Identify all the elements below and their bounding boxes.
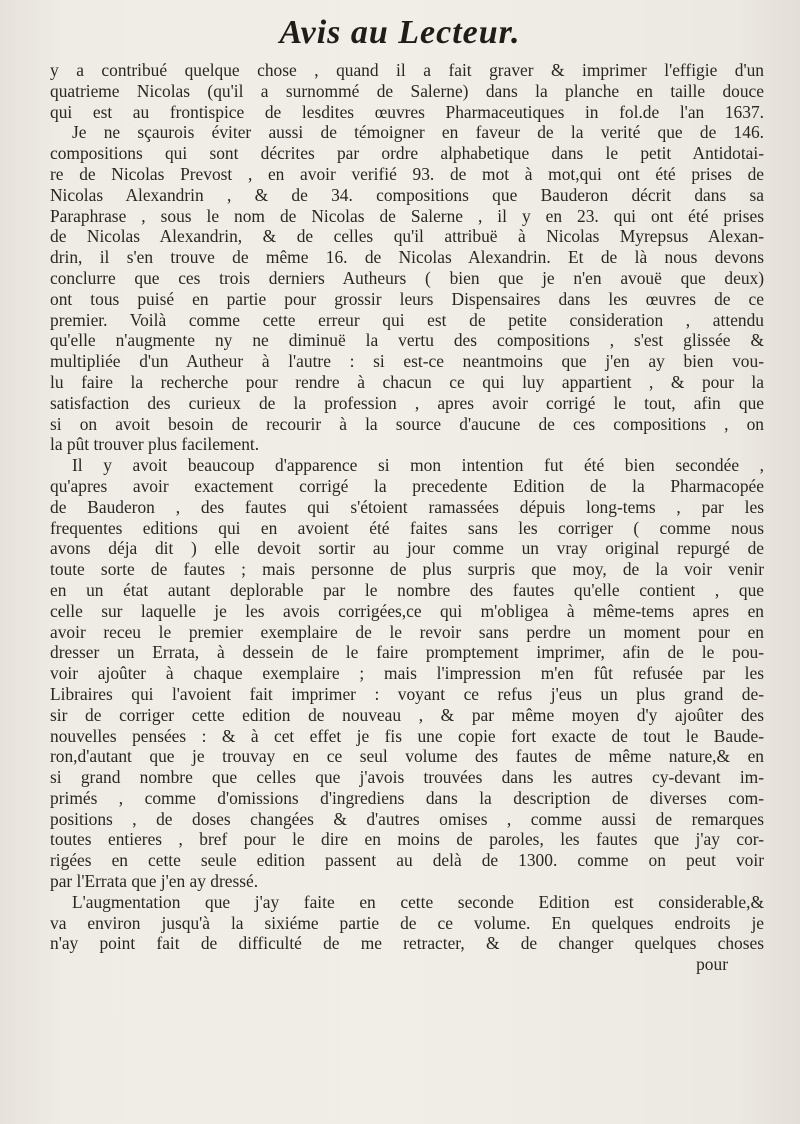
text-line: qu'elle n'augmente ny ne diminuë la vertu des compositions , s'est glissée & — [50, 330, 764, 351]
text-line: conclurre que ces trois derniers Autheurs ( bien que je n'en avouë que deux) — [50, 267, 764, 288]
text-line: de Nicolas Alexandrin, & de celles qu'il attribuë à Nicolas Myrepsus Alexan- — [50, 226, 764, 247]
text-line: la pût trouver plus facilement. — [50, 434, 260, 455]
text-line: sir de corriger cette edition de nouveau , & par même moyen d'y ajoûter des — [50, 704, 764, 725]
text-line: positions , de doses changées & d'autres omises , comme aussi de remarques — [50, 808, 764, 829]
text-line: avons déja dit ) elle devoit sortir au jour comme un vray original repurgé de — [50, 538, 764, 559]
text-line: qu'apres avoir exactement corrigé la precedente Edition de la Pharmacopée — [50, 475, 764, 496]
text-line: Libraires qui l'avoient fait imprimer : voyant ce refus j'eus un plus grand de- — [50, 683, 764, 704]
text-line: ont tous puisé en partie pour grossir leurs Dispensaires dans les œuvres de ce — [50, 288, 764, 309]
text-line: dresser un Errata, à dessein de le faire promptement imprimer, afin de le pou- — [50, 642, 764, 663]
text-line: toute sorte de fautes ; mais personne de plus surpris que moy, de la voir venir — [50, 559, 764, 580]
text-line: celle sur laquelle je les avois corrigées,ce qui m'obligea à même-tems apres en — [50, 600, 764, 621]
text-line: de Bauderon , des fautes qui s'étoient ramassées dépuis long-tems , par les — [50, 496, 764, 517]
text-line: primés , comme d'omissions d'ingrediens dans la description de diverses com- — [50, 787, 764, 808]
text-line: n'ay point fait de difficulté de me retracter, & de changer quelques choses — [50, 933, 764, 954]
text-line: si grand nombre que celles que j'avois trouvées dans les autres cy-devant im- — [50, 767, 764, 788]
text-line: lu faire la recherche pour rendre à chacun ce qui luy appartient , & pour la — [50, 371, 764, 392]
text-line: toutes entieres , bref pour le dire en moins de paroles, les fautes que j'ay cor- — [50, 829, 764, 850]
catchword: pour — [696, 954, 728, 975]
text-block — [50, 60, 764, 975]
text-line: Paraphrase , sous le nom de Nicolas de Salerne , il y en 23. qui ont été prises — [50, 205, 764, 226]
text-line: va environ jusqu'à la sixiéme partie de ce volume. En quelques endroits je — [50, 912, 764, 933]
text-line: L'augmentation que j'ay faite en cette seconde Edition est considerable,& — [72, 891, 764, 912]
text-line: quatrieme Nicolas (qu'il a surnommé de Salerne) dans la planche en taille douce — [50, 80, 764, 101]
text-line: Nicolas Alexandrin , & de 34. compositions que Bauderon décrit dans sa — [50, 184, 764, 205]
running-head-title: Avis au Lecteur. — [279, 14, 521, 51]
text-line: Je ne sçaurois éviter aussi de témoigner en faveur de la verité que de 146. — [72, 122, 764, 143]
text-line: Il y avoit beaucoup d'apparence si mon intention fut été bien secondée , — [72, 455, 764, 476]
text-line: frequentes editions qui en avoient été faites sans les corriger ( comme nous — [50, 517, 764, 538]
text-line: nouvelles pensées : & à cet effet je fis une copie fort exacte de tout le Baude- — [50, 725, 764, 746]
text-line: voir ajoûter à chaque exemplaire ; mais l'impression m'en fût refusée par les — [50, 663, 764, 684]
text-line: ron,d'autant que je trouvay en ce seul volume des fautes de même nature,& en — [50, 746, 764, 767]
text-line: rigées en cette seule edition passent au delà de 1300. comme on peut voir — [50, 850, 764, 871]
text-line: satisfaction des curieux de la profession , apres avoir corrigé le tout, afin que — [50, 392, 764, 413]
text-line: multipliée d'un Autheur à l'autre : si est-ce neantmoins que j'en ay bien vou- — [50, 351, 764, 372]
text-line: qui est au frontispice de lesdites œuvres Pharmaceutiques in fol.de l'an 1637. — [50, 101, 764, 122]
text-line: re de Nicolas Prevost , en avoir verifié 93. de mot à mot,qui ont été prises de — [50, 163, 764, 184]
text-line: drin, il s'en trouve de même 16. de Nicolas Alexandrin. Et de là nous devons — [50, 247, 764, 268]
text-line: avoir receu le premier exemplaire de le revoir sans perdre un moment pour en — [50, 621, 764, 642]
text-line: par l'Errata que j'en ay dressé. — [50, 871, 259, 892]
text-line: si on avoit besoin de recourir à la source d'aucune de ces compositions , on — [50, 413, 764, 434]
text-line: compositions qui sont décrites par ordre alphabetique dans le petit Antidotai- — [50, 143, 764, 164]
text-line: en un état autant deplorable par le nombre des fautes qu'elle contient , que — [50, 579, 764, 600]
text-line: y a contribué quelque chose , quand il a fait graver & imprimer l'effigie d'un — [50, 60, 764, 80]
text-line: premier. Voilà comme cette erreur qui est de petite consideration , attendu — [50, 309, 764, 330]
